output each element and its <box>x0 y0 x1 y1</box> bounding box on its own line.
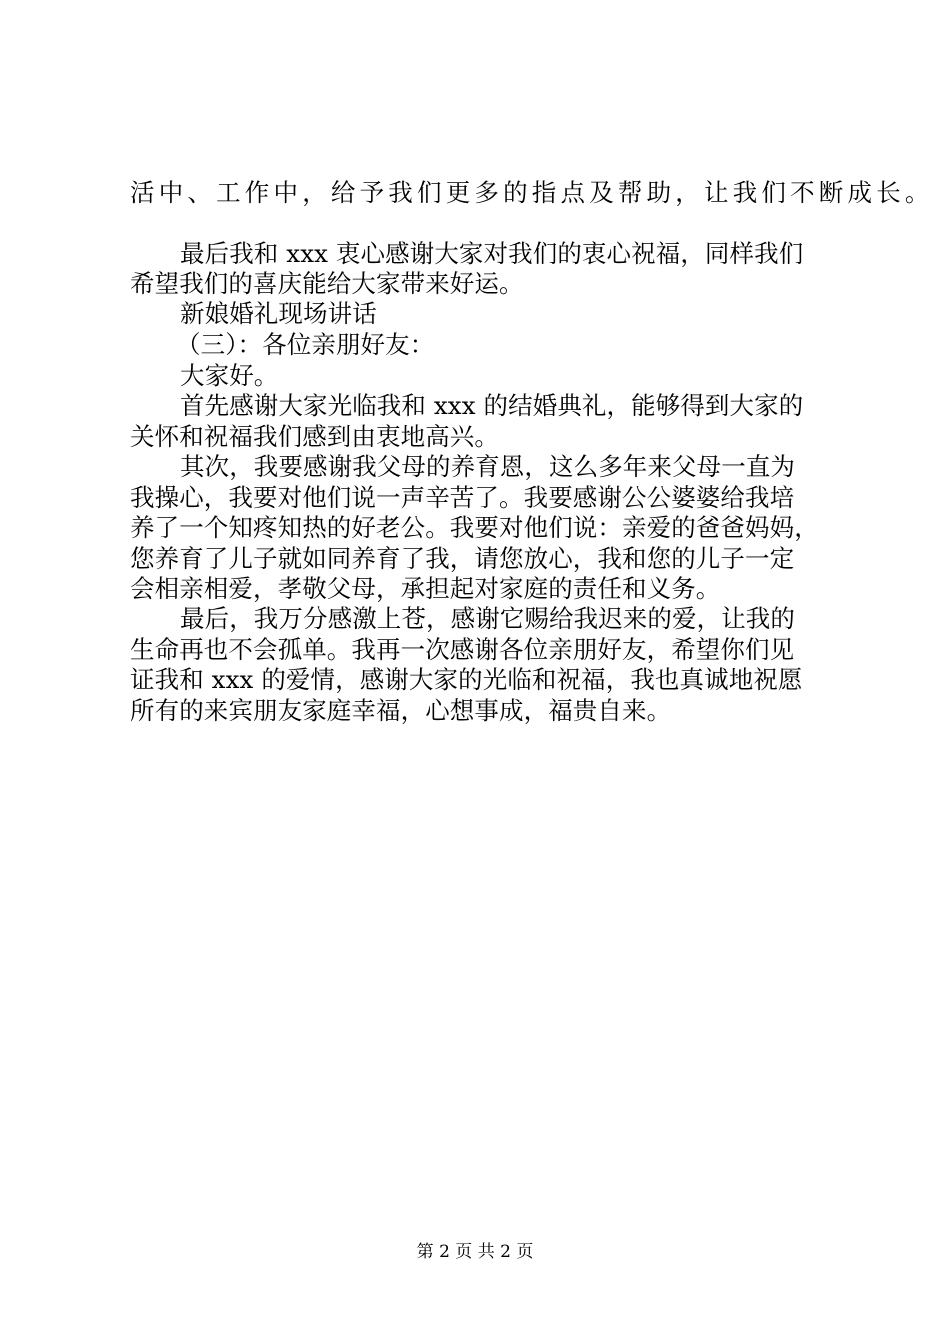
text-line: 我操心，我要对他们说一声辛苦了。我要感谢公公婆婆给我培 <box>130 483 795 512</box>
text-line: （三）：各位亲朋好友： <box>176 330 435 359</box>
text-line: 会相亲相爱，孝敬父母，承担起对家庭的责任和义务。 <box>130 574 721 603</box>
text-line: 生命再也不会孤单。我再一次感谢各位亲朋好友，希望你们见 <box>130 635 795 664</box>
text-line: 您养育了儿子就如同养育了我，请您放心，我和您的儿子一定 <box>130 544 795 573</box>
text-line: 新娘婚礼现场讲话 <box>180 299 377 328</box>
text-line: 活中、工作中，给予我们更多的指点及帮助，让我们不断成长。 <box>130 178 934 207</box>
text-line: 养了一个知疼知热的好老公。我要对他们说：亲爱的爸爸妈妈， <box>130 513 819 542</box>
text-line: 关怀和祝福我们感到由衷地高兴。 <box>130 422 499 451</box>
text-line: 所有的来宾朋友家庭幸福，心想事成，福贵自来。 <box>130 696 672 725</box>
text-line: 首先感谢大家光临我和 xxx 的结婚典礼，能够得到大家的 <box>180 391 804 420</box>
text-line: 最后我和 xxx 衷心感谢大家对我们的衷心祝福，同样我们 <box>180 239 804 268</box>
text-line: 希望我们的喜庆能给大家带来好运。 <box>130 269 524 298</box>
page-number-footer: 第 2 页 共 2 页 <box>416 1242 534 1262</box>
text-line: 最后，我万分感激上苍，感谢它赐给我迟来的爱，让我的 <box>180 604 795 633</box>
text-line: 证我和 xxx 的爱情，感谢大家的光临和祝福，我也真诚地祝愿 <box>130 665 803 694</box>
text-line: 其次，我要感谢我父母的养育恩，这么多年来父母一直为 <box>180 452 795 481</box>
text-line: 大家好。 <box>180 361 279 390</box>
